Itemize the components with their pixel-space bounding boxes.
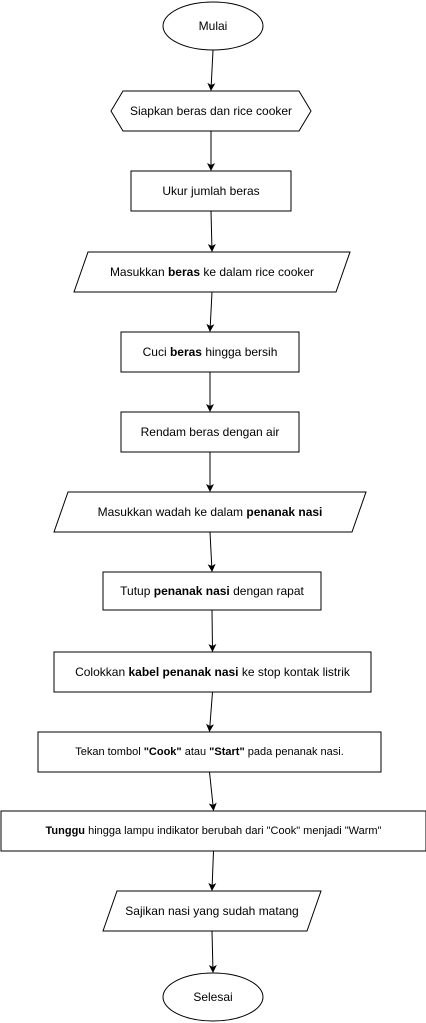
flow-node-label bbox=[54, 652, 371, 692]
label-text: ke dalam rice cooker bbox=[200, 265, 315, 279]
label-text: Masukkan wadah ke dalam bbox=[97, 505, 247, 519]
label-bold-text: kabel penanak nasi bbox=[128, 665, 239, 679]
label-text: ke stop kontak listrik bbox=[238, 665, 350, 679]
flow-arrow bbox=[210, 772, 214, 810]
flow-node-label bbox=[131, 171, 291, 211]
label-text: pada penanak nasi. bbox=[244, 746, 344, 758]
label-text: Sajikan nasi yang sudah matang bbox=[125, 904, 299, 918]
label-text: Siapkan beras dan rice cooker bbox=[129, 104, 293, 118]
flow-node-label bbox=[74, 252, 350, 292]
flow-arrow bbox=[212, 610, 213, 651]
label-text: Masukkan bbox=[109, 265, 168, 279]
flow-node-label bbox=[54, 492, 366, 532]
label-bold-text: Tunggu bbox=[45, 825, 86, 837]
label-text: Mulai bbox=[198, 19, 228, 33]
label-bold-text: "Cook" bbox=[143, 746, 182, 758]
flow-arrow bbox=[210, 532, 212, 571]
label-text: hingga lampu indikator berubah dari "Cook" menjadi "Warm" bbox=[85, 825, 382, 837]
flow-node-label bbox=[121, 332, 299, 372]
flow-node-label bbox=[121, 412, 299, 452]
flow-node-label bbox=[103, 572, 321, 610]
flow-arrow bbox=[210, 692, 213, 731]
flow-arrow bbox=[211, 211, 212, 251]
label-text: hingga bersih bbox=[201, 345, 278, 359]
label-text: Tutup bbox=[120, 584, 154, 598]
flow-arrow bbox=[212, 851, 214, 890]
label-bold-text: penanak nasi bbox=[246, 505, 323, 519]
label-text: Tekan tombol bbox=[75, 746, 144, 758]
label-bold-text: "Start" bbox=[209, 746, 245, 758]
flow-node-label bbox=[111, 91, 311, 131]
label-text: Rendam beras dengan air bbox=[140, 425, 280, 439]
flow-node-label bbox=[163, 2, 263, 50]
label-text: Ukur jumlah beras bbox=[162, 184, 260, 198]
label-text: Cuci bbox=[142, 345, 170, 359]
label-text: dengan rapat bbox=[229, 584, 304, 598]
label-bold-text: beras bbox=[169, 345, 202, 359]
label-bold-text: beras bbox=[167, 265, 200, 279]
flow-node-label bbox=[38, 732, 381, 772]
label-text: Selesai bbox=[193, 990, 233, 1004]
flow-node-label bbox=[1, 811, 426, 851]
flow-arrow bbox=[211, 50, 213, 90]
label-bold-text: penanak nasi bbox=[153, 584, 230, 598]
flow-arrow bbox=[210, 292, 212, 331]
label-text: Colokkan bbox=[75, 665, 129, 679]
flow-node-label bbox=[103, 891, 321, 931]
label-text: atau bbox=[181, 746, 210, 758]
flow-arrow bbox=[212, 931, 213, 972]
flow-node-label bbox=[163, 973, 263, 1021]
